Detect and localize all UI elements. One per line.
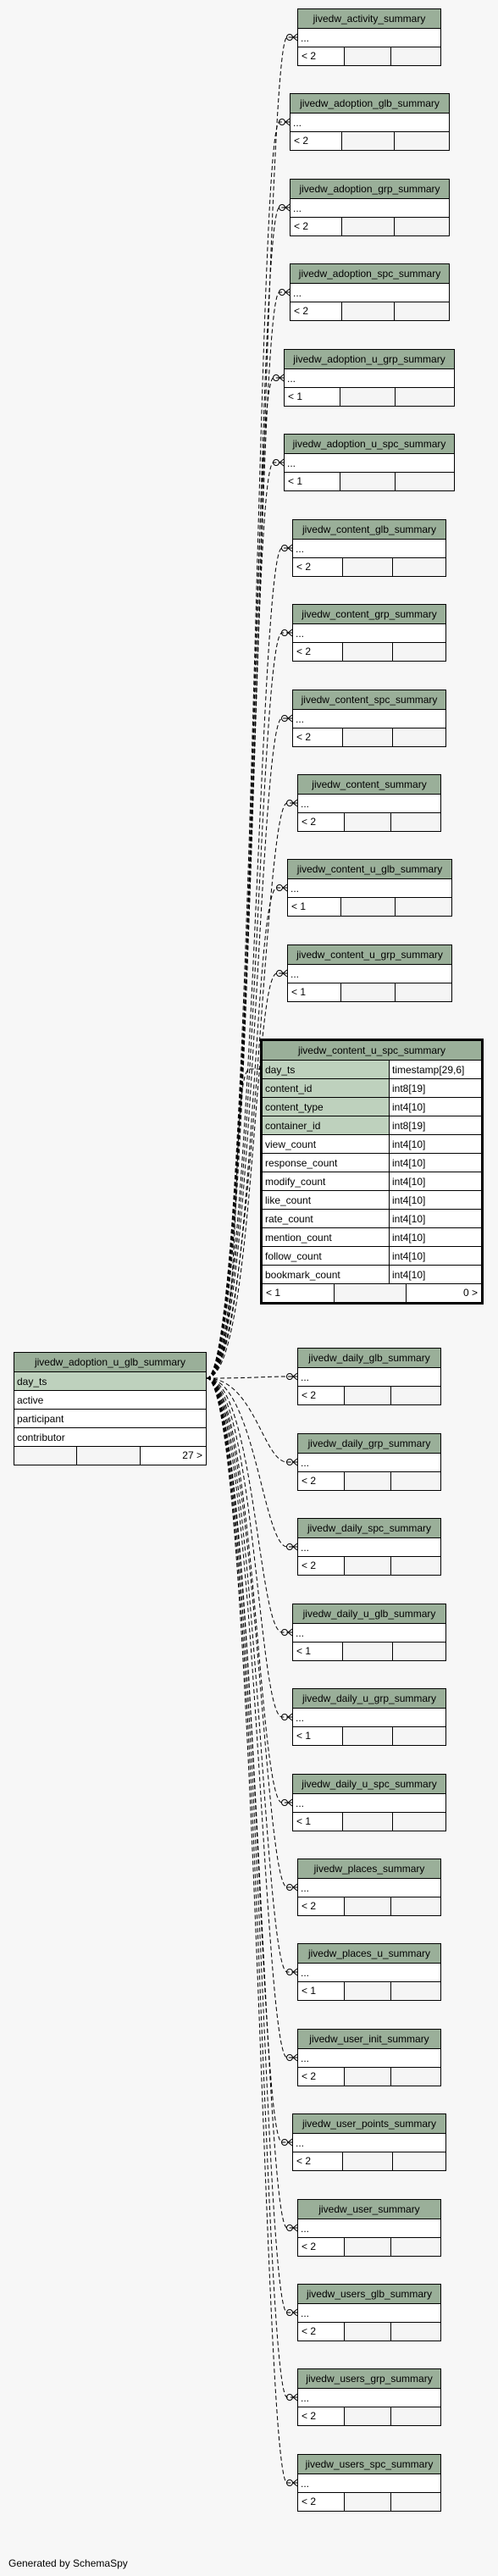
table-footer — [285, 473, 454, 490]
optional-marker — [282, 2140, 288, 2146]
main-table[interactable] — [260, 1039, 484, 1305]
column-row: ... — [288, 965, 451, 983]
table-footer — [290, 302, 449, 320]
optional-marker — [282, 1800, 288, 1806]
column-row: ... — [298, 2219, 440, 2238]
column-row — [263, 1247, 481, 1266]
relationship-edge — [207, 1378, 297, 2313]
related-table[interactable] — [287, 945, 452, 1002]
column-row — [263, 1154, 481, 1172]
column-name: view_count — [263, 1135, 390, 1153]
optional-marker — [287, 1374, 293, 1380]
column-row: ... — [290, 199, 449, 218]
column-row: ... — [293, 1624, 445, 1643]
column-type: int4[10] — [390, 1247, 481, 1265]
column-row — [263, 1266, 481, 1284]
related-table[interactable] — [297, 2368, 441, 2426]
parents-count[interactable]: < 2 — [298, 2407, 345, 2425]
parents-count[interactable]: < 1 — [298, 1982, 345, 2000]
relationship-edge — [207, 1069, 260, 1378]
children-count[interactable]: 0 > — [462, 1287, 478, 1299]
related-table[interactable] — [297, 8, 441, 66]
column-row: ... — [298, 2474, 440, 2493]
related-table[interactable] — [297, 1348, 441, 1405]
parents-count[interactable]: < 2 — [290, 218, 342, 235]
column-type: int4[10] — [390, 1266, 481, 1283]
table-header: jivedw_daily_grp_summary — [298, 1434, 440, 1454]
column-row: ... — [298, 1879, 440, 1897]
table-footer — [293, 2152, 445, 2170]
parents-count[interactable]: < 1 — [293, 1727, 343, 1745]
related-table[interactable] — [284, 349, 455, 407]
optional-marker — [287, 2310, 293, 2316]
optional-marker — [274, 375, 279, 381]
table-header: jivedw_daily_u_glb_summary — [293, 1604, 445, 1624]
column-type: int4[10] — [390, 1191, 481, 1209]
optional-marker — [287, 800, 293, 806]
optional-marker — [277, 885, 283, 891]
parents-count[interactable]: < 1 — [288, 898, 341, 916]
relationship-edge — [207, 1378, 292, 2142]
column-row: day_ts — [14, 1372, 206, 1391]
column-row — [263, 1061, 481, 1079]
table-header: jivedw_content_u_spc_summary — [263, 1041, 481, 1061]
table-footer — [293, 1643, 445, 1660]
column-row — [263, 1079, 481, 1098]
column-row: active — [14, 1391, 206, 1410]
column-row: contributor — [14, 1428, 206, 1447]
related-table[interactable] — [292, 1604, 446, 1661]
column-type: int8[19] — [390, 1116, 481, 1134]
relationship-edge — [207, 1378, 297, 2397]
table-footer — [298, 2068, 440, 2086]
table-footer — [298, 1387, 440, 1404]
table-header: jivedw_activity_summary — [298, 9, 440, 29]
optional-marker — [282, 546, 288, 551]
column-name: day_ts — [263, 1061, 390, 1078]
parents-count[interactable]: < 2 — [298, 47, 345, 65]
column-row — [263, 1210, 481, 1228]
column-row: ... — [298, 1454, 440, 1472]
table-header: jivedw_adoption_u_grp_summary — [285, 350, 454, 369]
related-table[interactable] — [292, 604, 446, 662]
column-row: ... — [288, 879, 451, 898]
table-header: jivedw_adoption_grp_summary — [290, 180, 449, 199]
related-table[interactable] — [292, 2113, 446, 2171]
column-row: ... — [298, 1538, 440, 1557]
optional-marker — [279, 290, 285, 296]
relationship-edge — [207, 1378, 292, 1803]
table-footer — [293, 558, 445, 576]
table-header: jivedw_users_glb_summary — [298, 2285, 440, 2304]
column-row: ... — [298, 2049, 440, 2068]
table-header: jivedw_daily_u_grp_summary — [293, 1689, 445, 1709]
parents-count[interactable]: < 2 — [298, 2068, 345, 2086]
related-table[interactable] — [290, 179, 450, 236]
table-header: jivedw_users_grp_summary — [298, 2369, 440, 2389]
column-row: ... — [293, 1709, 445, 1727]
relationship-edge — [207, 1378, 297, 2058]
column-row: ... — [293, 1794, 445, 1813]
table-footer — [293, 1813, 445, 1831]
related-table[interactable] — [290, 93, 450, 151]
column-name: mention_count — [263, 1228, 390, 1246]
table-footer — [290, 218, 449, 235]
table-footer — [298, 1897, 440, 1915]
table-header: jivedw_content_u_grp_summary — [288, 945, 451, 965]
parents-count[interactable]: < 2 — [293, 643, 343, 661]
column-row: participant — [14, 1410, 206, 1428]
table-footer — [290, 132, 449, 150]
table-footer — [298, 2493, 440, 2511]
parents-count[interactable]: < 2 — [298, 2238, 345, 2256]
source-table[interactable] — [14, 1352, 207, 1465]
table-footer — [298, 2323, 440, 2341]
related-table[interactable] — [297, 1433, 441, 1491]
related-table[interactable] — [297, 1518, 441, 1576]
table-header: jivedw_user_points_summary — [293, 2114, 445, 2134]
parents-count[interactable]: < 2 — [290, 132, 342, 150]
table-header: jivedw_content_summary — [298, 775, 440, 795]
parents-count[interactable]: < 2 — [293, 558, 343, 576]
optional-marker — [282, 716, 288, 722]
related-table[interactable] — [297, 2029, 441, 2086]
column-row: ... — [293, 2134, 445, 2152]
table-footer — [298, 1472, 440, 1490]
column-row: ... — [285, 369, 454, 388]
table-footer — [293, 1727, 445, 1745]
relationship-edge — [207, 1377, 297, 1378]
column-type: int4[10] — [390, 1135, 481, 1153]
optional-marker — [282, 630, 288, 636]
table-header: jivedw_adoption_spc_summary — [290, 264, 449, 284]
table-footer — [285, 388, 454, 406]
column-name: content_type — [263, 1098, 390, 1116]
column-row: ... — [298, 1368, 440, 1387]
column-type: int4[10] — [390, 1172, 481, 1190]
table-footer — [263, 1284, 481, 1302]
column-type: timestamp[29,6] — [390, 1061, 481, 1078]
table-header: jivedw_adoption_u_glb_summary — [14, 1353, 206, 1372]
column-row — [263, 1228, 481, 1247]
relationship-edge — [207, 1378, 297, 2483]
related-table[interactable] — [292, 1688, 446, 1746]
table-footer — [288, 983, 451, 1001]
parents-count[interactable]: < 2 — [298, 1897, 345, 1915]
related-table[interactable] — [290, 263, 450, 321]
optional-marker — [287, 35, 293, 41]
column-row: ... — [298, 29, 440, 47]
children-count[interactable]: 27 > — [182, 1449, 202, 1461]
column-name: rate_count — [263, 1210, 390, 1227]
related-table[interactable] — [297, 1943, 441, 2001]
column-row: ... — [293, 624, 445, 643]
table-header: jivedw_places_summary — [298, 1859, 440, 1879]
table-header: jivedw_adoption_u_spc_summary — [285, 435, 454, 454]
column-name: modify_count — [263, 1172, 390, 1190]
column-name: container_id — [263, 1116, 390, 1134]
parents-count[interactable]: < 2 — [298, 1387, 345, 1404]
column-type: int4[10] — [390, 1228, 481, 1246]
table-header: jivedw_adoption_glb_summary — [290, 94, 449, 114]
column-name: like_count — [263, 1191, 390, 1209]
column-type: int8[19] — [390, 1079, 481, 1097]
parents-count[interactable]: < 1 — [293, 1643, 343, 1660]
column-row — [263, 1116, 481, 1135]
table-footer — [298, 1982, 440, 2000]
related-table[interactable] — [287, 859, 452, 917]
parents-count[interactable]: < 2 — [298, 1557, 345, 1575]
column-row — [263, 1135, 481, 1154]
optional-marker — [279, 205, 285, 211]
relationship-edge — [207, 1378, 297, 1972]
table-footer — [298, 2407, 440, 2425]
relationship-edge — [207, 1378, 297, 1547]
column-row: ... — [293, 710, 445, 728]
column-row: ... — [290, 114, 449, 132]
column-row — [263, 1098, 481, 1116]
relationship-edge — [207, 1378, 297, 1887]
optional-marker — [287, 2225, 293, 2231]
table-header: jivedw_content_u_glb_summary — [288, 860, 451, 879]
parents-count[interactable]: < 1 — [285, 388, 340, 406]
column-row: ... — [293, 540, 445, 558]
parents-count[interactable]: < 2 — [298, 2493, 345, 2511]
table-header: jivedw_users_spc_summary — [298, 2455, 440, 2474]
table-footer — [298, 1557, 440, 1575]
table-footer — [288, 898, 451, 916]
column-name: content_id — [263, 1079, 390, 1097]
column-row — [263, 1191, 481, 1210]
table-footer — [298, 813, 440, 831]
optional-marker — [287, 2395, 293, 2401]
table-footer — [293, 728, 445, 746]
optional-marker — [287, 1544, 293, 1550]
table-footer — [298, 47, 440, 65]
related-table[interactable] — [292, 1774, 446, 1831]
parents-count[interactable]: < 1 — [285, 473, 340, 490]
optional-marker — [282, 1630, 288, 1636]
table-footer — [14, 1447, 206, 1465]
column-name: follow_count — [263, 1247, 390, 1265]
table-footer — [293, 643, 445, 661]
parents-count[interactable]: < 2 — [298, 813, 345, 831]
optional-marker — [287, 1460, 293, 1465]
parents-count[interactable]: < 2 — [290, 302, 342, 320]
table-header: jivedw_daily_glb_summary — [298, 1349, 440, 1368]
table-header: jivedw_user_init_summary — [298, 2030, 440, 2049]
table-header: jivedw_content_spc_summary — [293, 690, 445, 710]
table-footer — [298, 2238, 440, 2256]
generated-by-caption: Generated by SchemaSpy — [8, 2557, 128, 2569]
column-row: ... — [298, 2389, 440, 2407]
table-header: jivedw_content_grp_summary — [293, 605, 445, 624]
column-type: int4[10] — [390, 1210, 481, 1227]
optional-marker — [282, 1715, 288, 1720]
optional-marker — [287, 1969, 293, 1975]
column-row: ... — [285, 454, 454, 473]
parents-count[interactable]: < 2 — [293, 728, 343, 746]
column-row: ... — [298, 1964, 440, 1982]
relationship-edge — [207, 1378, 292, 1717]
optional-marker — [277, 971, 283, 977]
related-table[interactable] — [292, 519, 446, 577]
parents-count[interactable]: < 1 — [293, 1813, 343, 1831]
column-type: int4[10] — [390, 1098, 481, 1116]
optional-marker — [287, 2055, 293, 2061]
related-table[interactable] — [284, 434, 455, 491]
column-type: int4[10] — [390, 1154, 481, 1172]
table-header: jivedw_content_glb_summary — [293, 520, 445, 540]
optional-marker — [287, 2480, 293, 2486]
related-table[interactable] — [297, 774, 441, 832]
relationship-edge — [207, 1378, 292, 1632]
related-table[interactable] — [292, 690, 446, 747]
table-header: jivedw_daily_spc_summary — [298, 1519, 440, 1538]
parents-count[interactable]: < 1 — [263, 1284, 335, 1302]
parents-count[interactable]: < 1 — [288, 983, 341, 1001]
column-row: ... — [290, 284, 449, 302]
parents-count[interactable]: < 2 — [298, 1472, 345, 1490]
related-table[interactable] — [297, 2199, 441, 2257]
relationship-edge — [207, 1378, 297, 2228]
related-table[interactable] — [297, 1859, 441, 1916]
related-table[interactable] — [297, 2454, 441, 2512]
column-row — [263, 1172, 481, 1191]
column-name: bookmark_count — [263, 1266, 390, 1283]
table-header: jivedw_places_u_summary — [298, 1944, 440, 1964]
parents-count[interactable]: < 2 — [298, 2323, 345, 2341]
column-name: response_count — [263, 1154, 390, 1172]
table-header: jivedw_user_summary — [298, 2200, 440, 2219]
table-header: jivedw_daily_u_spc_summary — [293, 1775, 445, 1794]
parents-count[interactable]: < 2 — [293, 2152, 343, 2170]
optional-marker — [274, 460, 279, 466]
column-row: ... — [298, 2304, 440, 2323]
optional-marker — [279, 119, 285, 125]
optional-marker — [287, 1885, 293, 1891]
related-table[interactable] — [297, 2284, 441, 2341]
column-row: ... — [298, 795, 440, 813]
relationship-edge — [207, 1378, 297, 1462]
